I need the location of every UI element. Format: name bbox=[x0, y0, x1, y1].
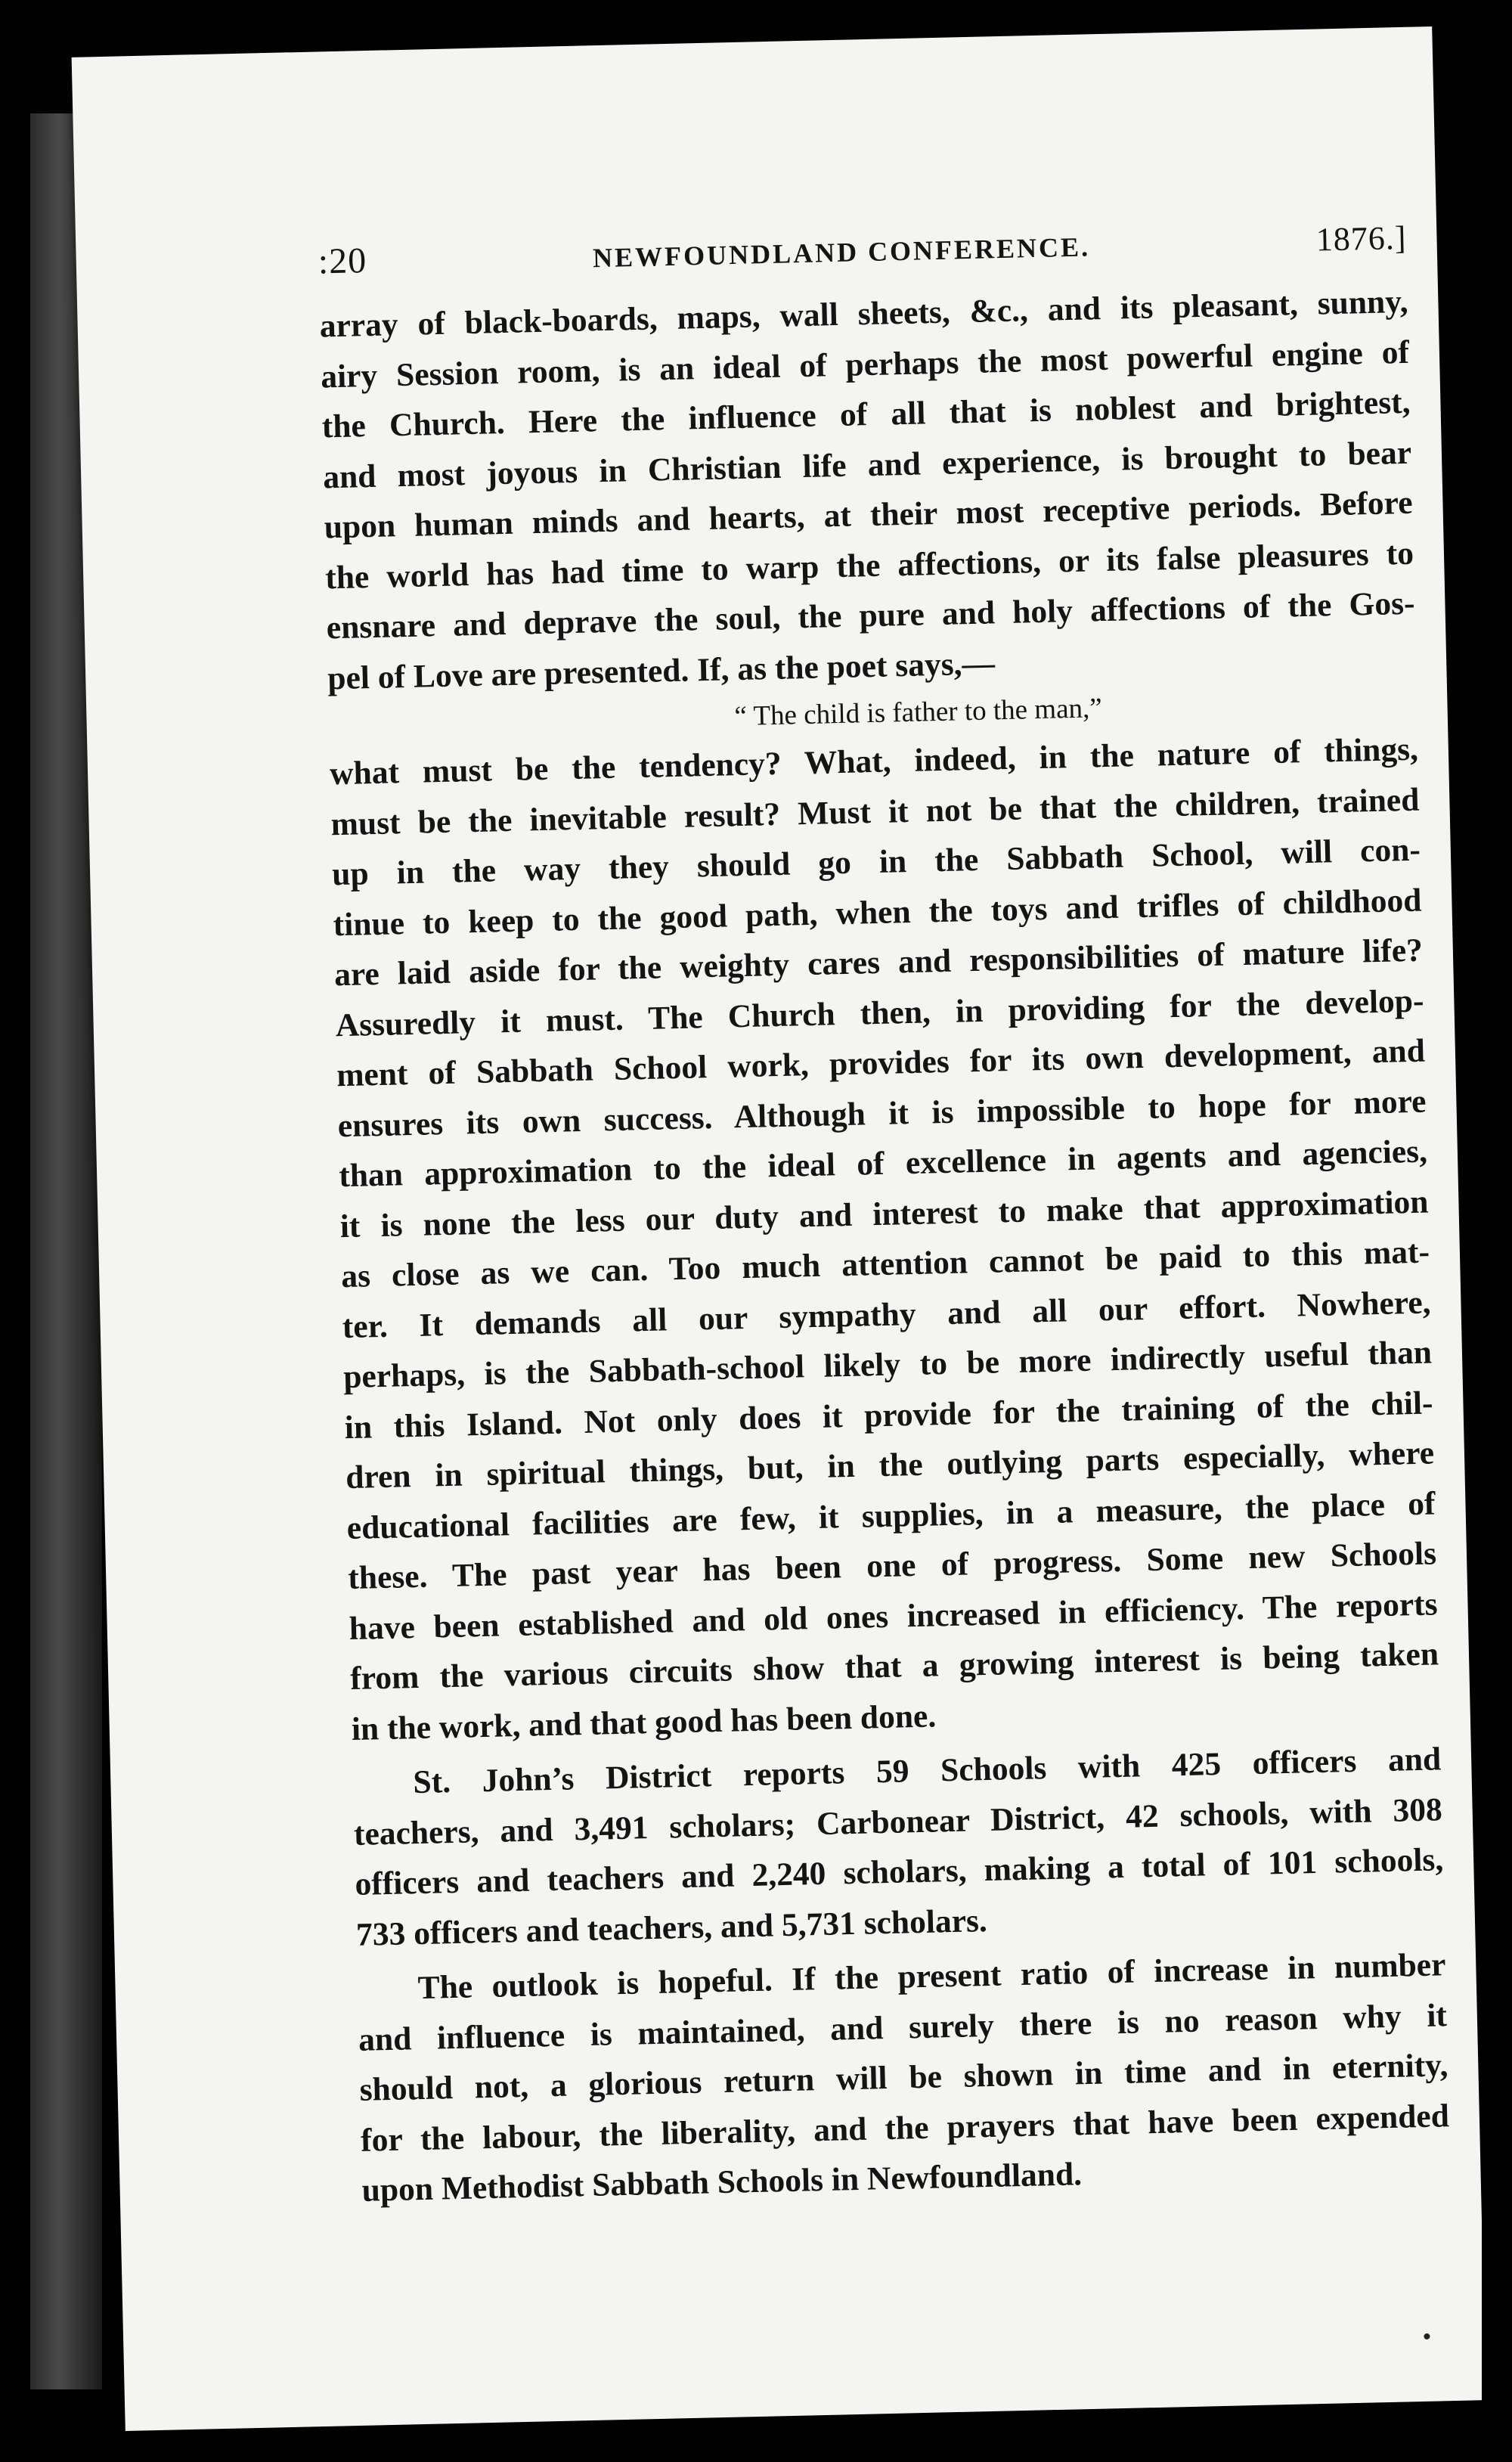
text-line: array of black-boards, maps, wall sheets, &c., and its pleasant, sunny, bbox=[319, 283, 1408, 345]
text-line: ment of Sabbath School work, provides for its own development, and bbox=[336, 1032, 1426, 1094]
text-line: St. John’s District reports 59 Schools with 425 officers and bbox=[412, 1741, 1442, 1801]
text-line: in this Island. Not only does it provide for the training of the chil- bbox=[344, 1384, 1433, 1446]
text-line: teachers, and 3,491 scholars; Carbonear District, 42 schools, with 308 bbox=[353, 1791, 1443, 1853]
text-line: tinue to keep to the good path, when the toys and trifles of childhood bbox=[333, 882, 1422, 943]
text-line: as close as we can. Too much attention cannot be paid to this mat- bbox=[340, 1233, 1430, 1295]
text-line: Assuredly it must. The Church then, in providing for the develop- bbox=[335, 982, 1424, 1043]
text-line: have been established and old ones increased in efficiency. The reports bbox=[349, 1585, 1439, 1647]
scan-right-border bbox=[1482, 0, 1512, 2462]
page-sheet bbox=[72, 26, 1486, 2431]
text-line: 733 officers and teachers, and 5,731 scholars. bbox=[355, 1902, 988, 1953]
text-line: should not, a glorious return will be shown in time and in eternity, bbox=[359, 2047, 1448, 2108]
text-line: from the various circuits show that a growing interest is being taken bbox=[349, 1636, 1439, 1698]
text-line: ensures its own success. Although it is impossible to hope for more bbox=[337, 1083, 1427, 1144]
paragraph-outlook bbox=[357, 1940, 1451, 2215]
text-line: upon human minds and hearts, at their most receptive periods. Before bbox=[324, 484, 1413, 546]
speck-mark bbox=[1424, 2333, 1430, 2340]
text-line: the world has had time to warp the affections, or its false pleasures to bbox=[324, 535, 1414, 596]
text-line: it is none the less our duty and interest to make that approximation bbox=[339, 1183, 1429, 1245]
text-line: dren in spiritual things, but, in the outlying parts especially, where bbox=[345, 1434, 1435, 1496]
text-line: pel of Love are presented. If, as the poet says,— bbox=[327, 644, 996, 696]
text-line: for the labour, the liberality, and the prayers that have been expended bbox=[360, 2097, 1450, 2159]
text-line: must be the inevitable result? Must it not be that the children, trained bbox=[330, 781, 1420, 842]
paragraph-tendency bbox=[329, 724, 1440, 1754]
text-line: upon Methodist Sabbath Schools in Newfoundland. bbox=[361, 2156, 1083, 2209]
text-line: up in the way they should go in the Sabbath School, will con- bbox=[331, 831, 1421, 893]
poet-quotation: “ The child is father to the man,” bbox=[733, 693, 1103, 733]
paragraph-intro bbox=[319, 277, 1417, 704]
text-line: The outlook is hopeful. If the present ratio of increase in number bbox=[417, 1946, 1446, 2007]
page-content bbox=[318, 216, 1451, 2215]
page-number: :20 bbox=[318, 240, 367, 282]
text-line: these. The past year has been one of progress. Some new Schools bbox=[347, 1535, 1437, 1597]
running-year: 1876.] bbox=[1315, 219, 1408, 259]
text-line: and most joyous in Christian life and experience, is brought to bear bbox=[322, 434, 1412, 495]
text-line: ensnare and deprave the soul, the pure and holy affections of the Gos- bbox=[326, 584, 1415, 647]
text-line: the Church. Here the influence of all that is noblest and brightest, bbox=[321, 383, 1411, 445]
text-line: perhaps, is the Sabbath-school likely to be more indirectly useful than bbox=[342, 1334, 1433, 1396]
text-line: and influence is maintained, and surely there is no reason why it bbox=[358, 1996, 1448, 2058]
body-text bbox=[319, 277, 1451, 2216]
text-line: in the work, and that good has been done. bbox=[351, 1697, 937, 1747]
text-line: ter. It demands all our sympathy and all our effort. Nowhere, bbox=[342, 1283, 1431, 1345]
text-line: educational facilities are few, it supplies, in a measure, the place of bbox=[346, 1484, 1436, 1546]
text-line: what must be the tendency? What, indeed, in the nature of things, bbox=[329, 730, 1419, 792]
text-line: are laid aside for the weighty cares and responsibilities of mature life? bbox=[333, 932, 1424, 994]
running-title: NEWFOUNDLAND CONFERENCE. bbox=[592, 231, 1091, 274]
text-line: officers and teachers and 2,240 scholars, making a total of 101 schools, bbox=[354, 1841, 1444, 1902]
text-line: than approximation to the ideal of excellence in agents and agencies, bbox=[338, 1133, 1428, 1195]
text-line: airy Session room, is an ideal of perhaps the most powerful engine of bbox=[320, 333, 1410, 395]
paragraph-district-reports bbox=[352, 1734, 1445, 1960]
